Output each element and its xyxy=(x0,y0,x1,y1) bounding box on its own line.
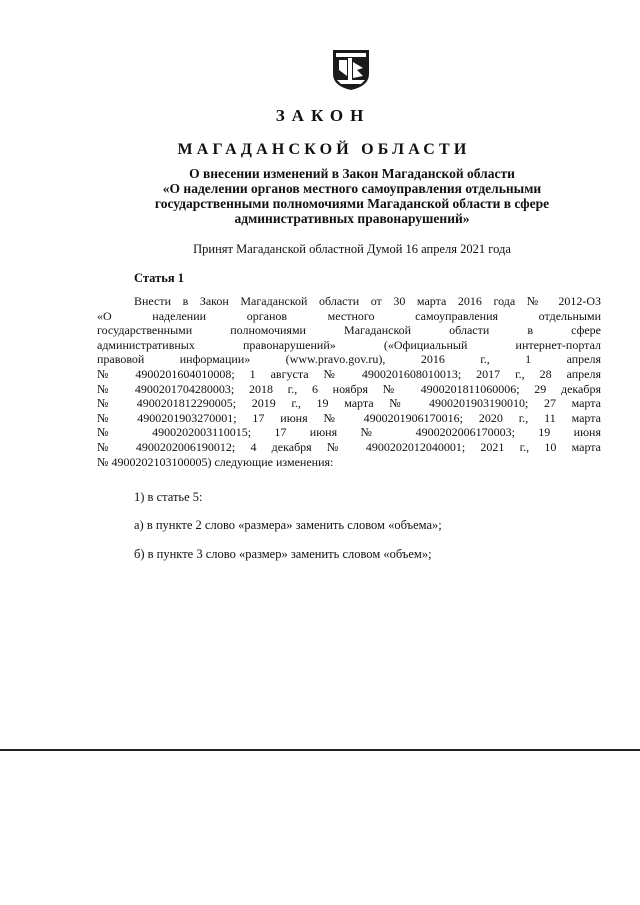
body-line: Внести в Закон Магаданской области от 30 марта 2016 года № 2012-ОЗ xyxy=(134,294,601,308)
coat-of-arms-emblem xyxy=(331,46,371,90)
article-body xyxy=(97,294,601,469)
body-line: № 4900201812290005; 2019 г., 19 марта № 4900201903190010; 27 марта xyxy=(97,396,601,411)
body-line: № 4900201704280003; 2018 г., 6 ноября № 4900201811060006; 29 декабря xyxy=(97,381,601,396)
body-line: № 4900201604010008; 1 августа № 4900201608010013; 2017 г., 28 апреля xyxy=(97,366,601,381)
list-item: 1) в статье 5: xyxy=(134,490,203,504)
subtitle-line: О внесении изменений в Закон Магаданской области xyxy=(189,166,515,181)
page-divider xyxy=(0,749,640,751)
body-line: № 4900202103100005) следующие изменения: xyxy=(97,454,334,469)
list-item: а) в пункте 2 слово «размера» заменить словом «объема»; xyxy=(134,518,442,532)
body-line: «О наделении органов местного самоуправления отдельными xyxy=(97,308,601,323)
body-line: административных правонарушений» («Официальный интернет-портал xyxy=(97,337,601,352)
body-line: № 4900202006190012; 4 декабря № 4900202012040001; 2021 г., 10 марта xyxy=(97,439,601,454)
document-subtitle xyxy=(92,166,612,226)
subtitle-line: административных правонарушений» xyxy=(234,211,470,226)
body-line: № 4900202003110015; 17 июня № 4900202006170003; 19 июня xyxy=(97,425,601,440)
subtitle-line: государственными полномочиями Магаданской области в сфере xyxy=(154,196,550,211)
article-heading: Статья 1 xyxy=(134,271,184,285)
region-title: МАГАДАНСКОЙ ОБЛАСТИ xyxy=(177,141,471,158)
body-line: № 4900201903270001; 17 июня № 4900201906170016; 2020 г., 11 марта xyxy=(97,410,601,425)
body-line: государственными полномочиями Магаданской области в сфере xyxy=(97,323,601,338)
list-item: б) в пункте 3 слово «размер» заменить словом «объем»; xyxy=(134,547,432,561)
body-line: правовой информации» (www.pravo.gov.ru), 2016 г., 1 апреля xyxy=(97,352,601,367)
subtitle-line: «О наделении органов местного самоуправления отдельными xyxy=(162,181,542,196)
law-title: ЗАКОН xyxy=(275,106,371,125)
adoption-statement: Принят Магаданской областной Думой 16 апреля 2021 года xyxy=(193,242,511,256)
